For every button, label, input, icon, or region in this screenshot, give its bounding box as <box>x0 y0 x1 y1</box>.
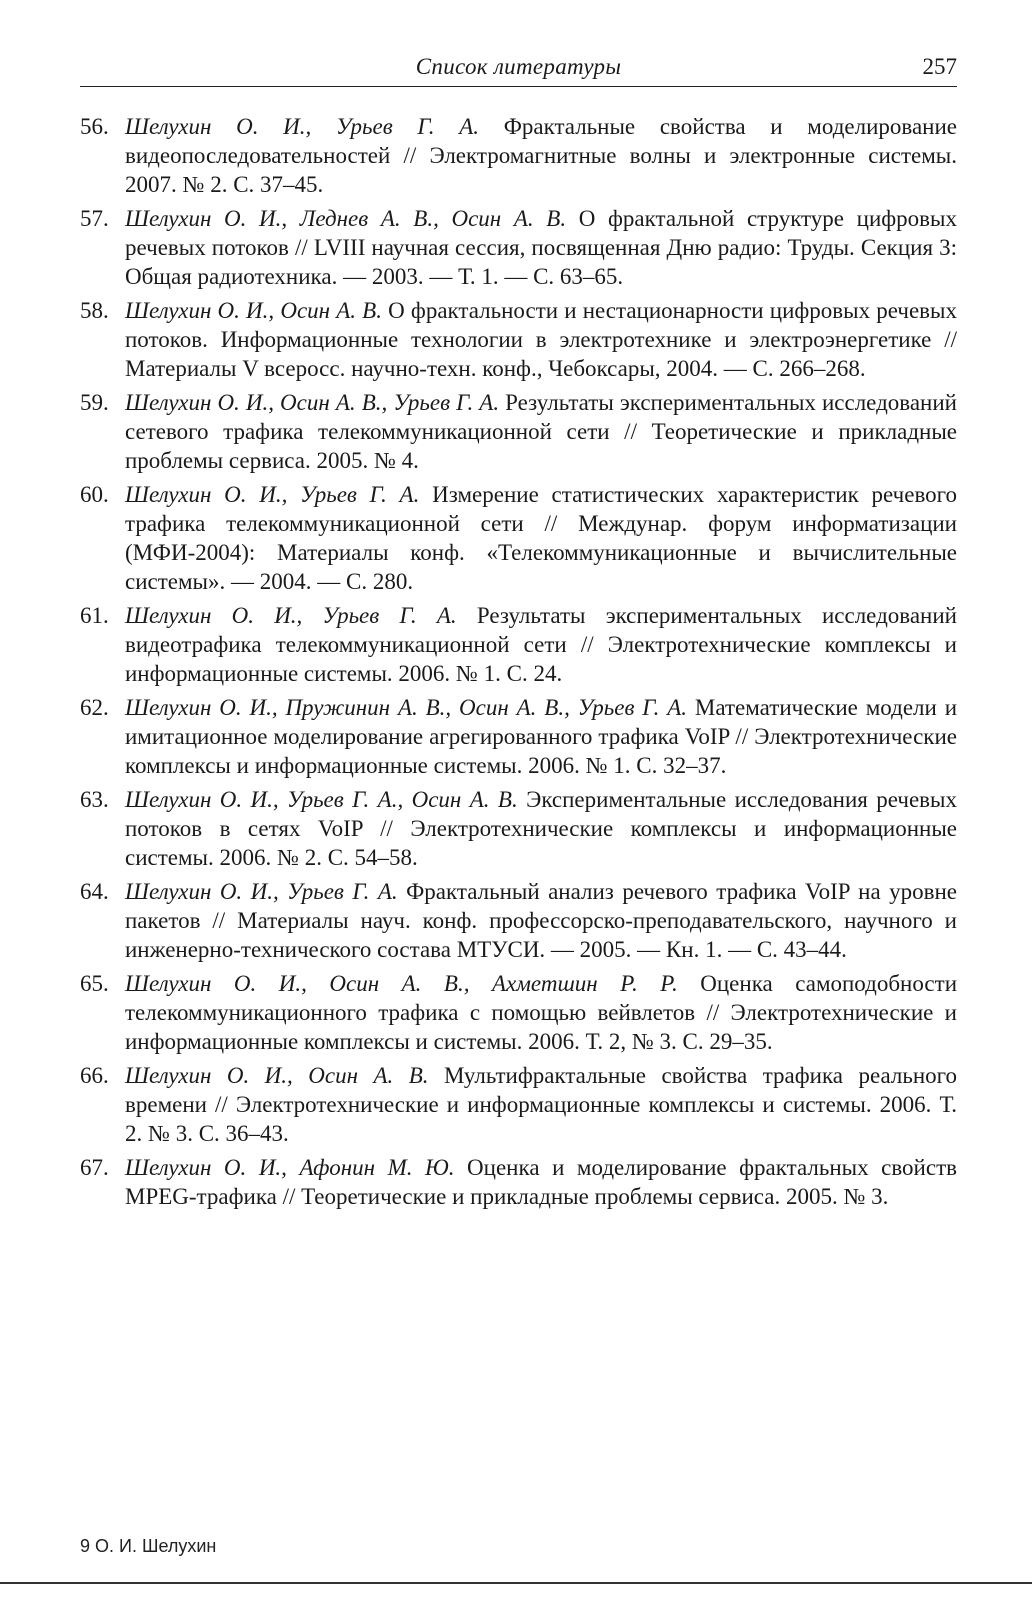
reference-number: 65. <box>80 971 109 996</box>
reference-text: Фрактальные свойства и моделирование видеопоследовательностей // Электромагнитные волны и электронные системы. 2007. № 2. С. 37–45. <box>125 114 957 197</box>
reference-item <box>80 204 957 291</box>
reference-text: Измерение статистических характеристик речевого трафика телекоммуникационной сети // Междунар. форум информатизации (МФИ-2004): Материалы конф. «Телекоммуникационные и вычислительные системы». — 2004. — С. 280. <box>125 482 958 594</box>
reference-number: 56. <box>80 114 109 139</box>
reference-number: 62. <box>80 695 109 720</box>
reference-item <box>80 296 957 383</box>
reference-authors: Шелухин О. И., Урьев Г. А., Осин А. В. <box>125 787 518 812</box>
reference-authors: Шелухин О. И., Осин А. В. <box>125 1063 429 1088</box>
reference-authors: Шелухин О. И., Осин А. В., Урьев Г. А. <box>125 390 500 415</box>
reference-item <box>80 480 957 596</box>
reference-authors: Шелухин О. И., Осин А. В. <box>125 298 382 323</box>
running-header <box>80 52 957 87</box>
reference-number: 64. <box>80 879 109 904</box>
running-title: Список литературы <box>415 54 622 79</box>
reference-text: Результаты экспериментальных исследований сетевого трафика телекоммуникационной сети // Теоретические и прикладные проблемы сервиса. 2005. № 4. <box>125 390 957 473</box>
page-number: 257 <box>922 54 957 79</box>
reference-text: О фрактальности и нестационарности цифровых речевых потоков. Информационные технологии в электротехнике и электроэнергетике // Материалы V всеросс. научно-техн. конф., Чебоксары, 2004. — С. 266–268. <box>125 298 957 381</box>
reference-item <box>80 969 957 1056</box>
reference-item <box>80 785 957 872</box>
reference-number: 60. <box>80 482 109 507</box>
reference-number: 58. <box>80 298 109 323</box>
reference-authors: Шелухин О. И., Урьев Г. А. <box>125 482 420 507</box>
reference-item <box>80 601 957 688</box>
reference-item <box>80 112 957 199</box>
reference-item <box>80 877 957 964</box>
signature-mark: 9 О. И. Шелухин <box>80 1536 217 1556</box>
reference-text: Математические модели и имитационное моделирование агрегированного трафика VoIP // Электротехнические комплексы и информационные системы. 2006. № 1. С. 32–37. <box>125 695 957 778</box>
reference-authors: Шелухин О. И., Урьев Г. А. <box>125 114 479 139</box>
reference-text: Результаты экспериментальных исследований видеотрафика телекоммуникационной сети // Электротехнические комплексы и информационные системы. 2006. № 1. С. 24. <box>125 603 957 686</box>
reference-number: 66. <box>80 1063 109 1088</box>
reference-number: 57. <box>80 206 109 231</box>
reference-text: Оценка самоподобности телекоммуникационного трафика с помощью вейвлетов // Электротехнические и информационные комплексы и системы. 2006. Т. 2, № 3. С. 29–35. <box>125 971 957 1054</box>
reference-text: Мультифрактальные свойства трафика реального времени // Электротехнические и информационные комплексы и системы. 2006. Т. 2. № 3. С. 36–43. <box>125 1063 957 1146</box>
reference-item <box>80 1153 957 1211</box>
reference-authors: Шелухин О. И., Урьев Г. А. <box>125 603 457 628</box>
reference-authors: Шелухин О. И., Афонин М. Ю. <box>125 1155 455 1180</box>
reference-number: 63. <box>80 787 109 812</box>
reference-text: Экспериментальные исследования речевых потоков в сетях VoIP // Электротехнические комплексы и информационные системы. 2006. № 2. С. 54–58. <box>125 787 957 870</box>
reference-authors: Шелухин О. И., Леднев А. В., Осин А. В. <box>125 206 567 231</box>
reference-item <box>80 388 957 475</box>
reference-text: Фрактальный анализ речевого трафика VoIP на уровне пакетов // Материалы науч. конф. профессорско-преподавательского, научного и инженерно-технического состава МТУСИ. — 2005. — Кн. 1. — С. 43–44. <box>125 879 957 962</box>
reference-authors: Шелухин О. И., Урьев Г. А. <box>125 879 398 904</box>
reference-item <box>80 693 957 780</box>
reference-authors: Шелухин О. И., Пружинин А. В., Осин А. В., Урьев Г. А. <box>125 695 688 720</box>
reference-authors: Шелухин О. И., Осин А. В., Ахметшин Р. Р. <box>125 971 678 996</box>
reference-list <box>80 112 957 1216</box>
reference-item <box>80 1061 957 1148</box>
reference-number: 67. <box>80 1155 109 1180</box>
reference-number: 59. <box>80 390 109 415</box>
reference-number: 61. <box>80 603 109 628</box>
reference-text: Оценка и моделирование фрактальных свойств MPEG-трафика // Теоретические и прикладные проблемы сервиса. 2005. № 3. <box>125 1155 957 1209</box>
reference-text: О фрактальной структуре цифровых речевых потоков // LVIII научная сессия, посвященная Дню радио: Труды. Секция 3: Общая радиотехника. — 2003. — Т. 1. — С. 63–65. <box>125 206 957 289</box>
page-bottom-edge <box>0 1582 1032 1584</box>
